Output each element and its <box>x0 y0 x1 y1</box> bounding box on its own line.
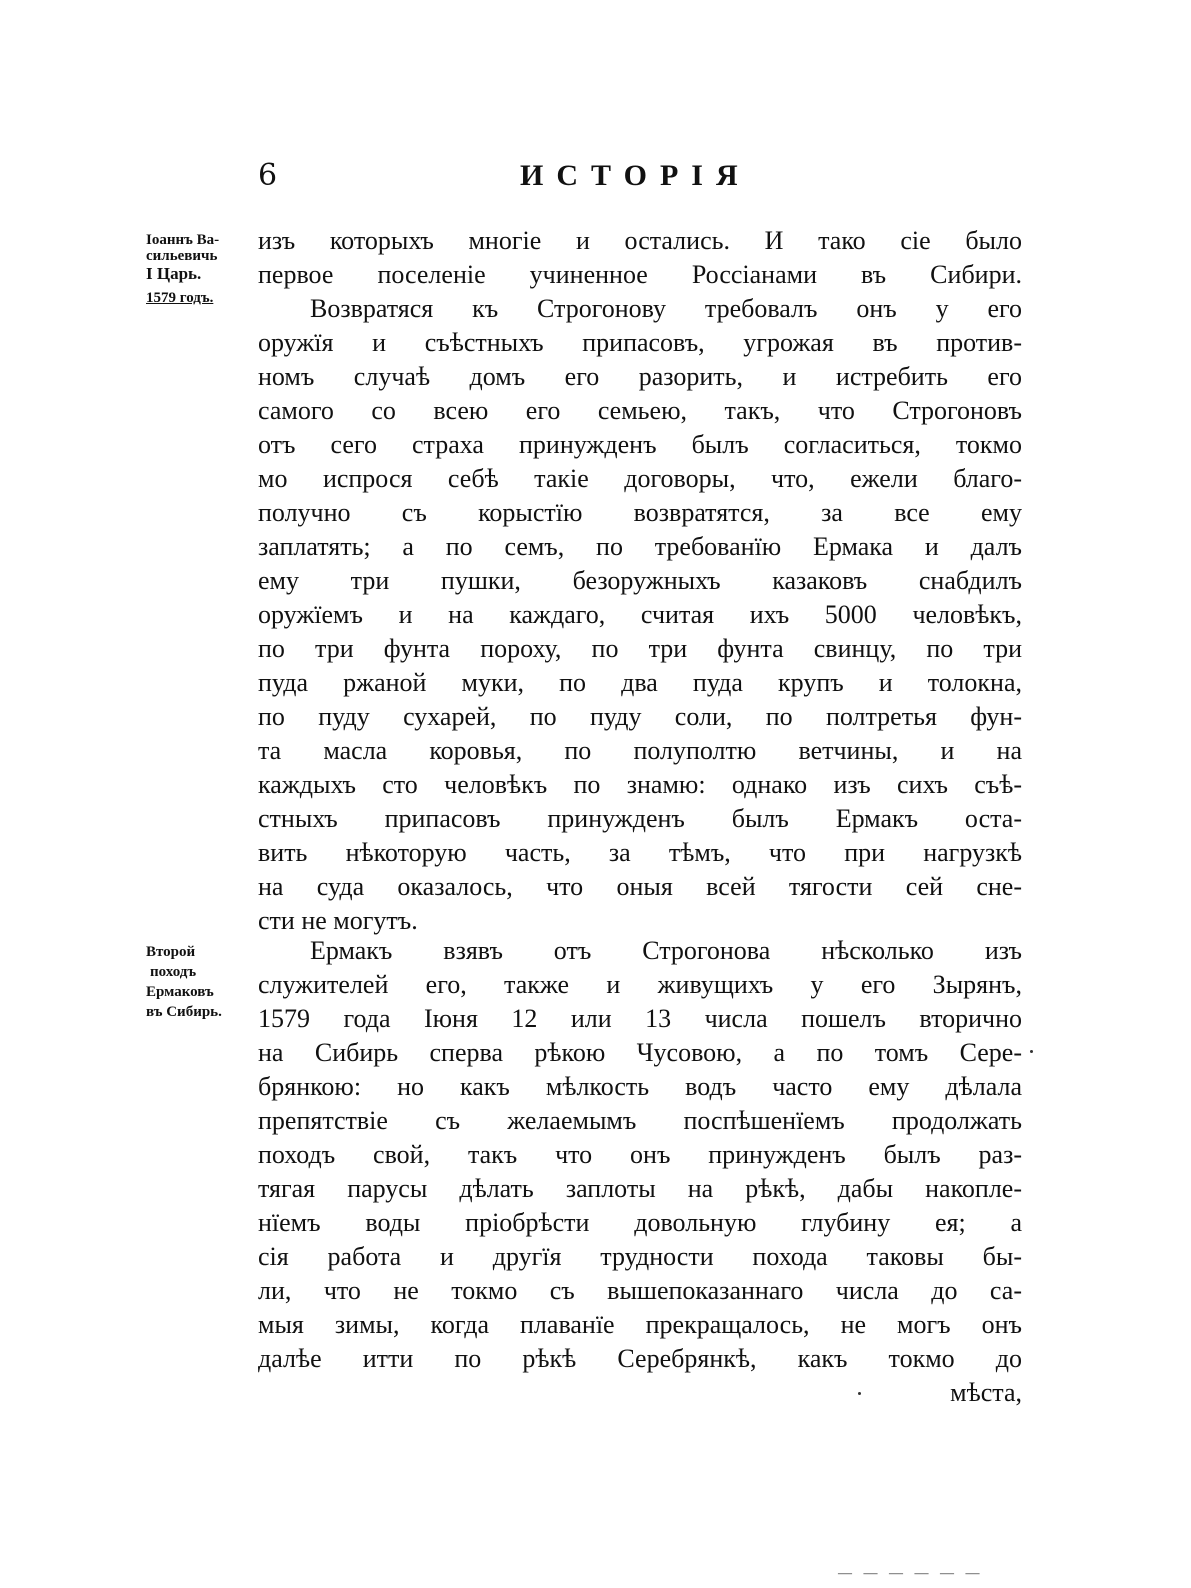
margin-note-line: въ Сибирь. <box>146 1004 222 1020</box>
text-line: заплатять; а по семъ, по требованїю Ермака и далъ <box>258 532 1022 561</box>
text-line: стныхъ припасовъ принужденъ былъ Ермакъ оста- <box>258 804 1022 833</box>
paragraph-3 <box>258 934 1022 1410</box>
text-line: изъ которыхъ многіе и остались. И тако сіе было <box>258 226 1022 255</box>
running-title: ИСТОРІЯ <box>520 159 751 192</box>
text-line: ли, что не токмо съ вышепоказаннаго числа до са- <box>258 1276 1022 1305</box>
text-line: далѣе итти по рѣкѣ Серебрянкѣ, какъ токмо до <box>258 1344 1022 1373</box>
text-line: номъ случаѣ домъ его разорить, и истребить его <box>258 362 1022 391</box>
text-line: Возвратяся къ Строгонову требовалъ онъ у его <box>310 294 1022 323</box>
margin-note-line: I Царь. <box>146 264 202 283</box>
paragraph-2 <box>258 292 1022 938</box>
text-line: походъ свой, такъ что онъ принужденъ былъ раз- <box>258 1140 1022 1169</box>
text-line: отъ сего страха принужденъ былъ согласиться, токмо <box>258 430 1022 459</box>
text-line: ему три пушки, безоружныхъ казаковъ снабдилъ <box>258 566 1022 595</box>
text-line: препятствіе съ желаемымъ поспѣшенїемъ продолжать <box>258 1106 1022 1135</box>
text-line: вить нѣкоторую часть, за тѣмъ, что при нагрузкѣ <box>258 838 1022 867</box>
margin-note-second-campaign <box>146 942 252 1022</box>
text-line: оружїя и съѣстныхъ припасовъ, угрожая въ против- <box>258 328 1022 357</box>
margin-note-line: Ермаковъ <box>146 984 214 1000</box>
text-line: по три фунта пороху, по три фунта свинцу, по три <box>258 634 1022 663</box>
text-line: Ермакъ взявъ отъ Строгонова нѣсколько изъ <box>310 936 1022 965</box>
text-line: оружїемъ и на каждаго, считая ихъ 5000 человѣкъ, <box>258 600 1022 629</box>
paragraph-1 <box>258 224 1022 292</box>
text-line: на Сибирь сперва рѣкою Чусовою, а по томъ Сере- <box>258 1038 1022 1067</box>
text-line: служителей его, также и живущихъ у его Зырянъ, <box>258 970 1022 999</box>
text-line: на суда оказалось, что оныя всей тягости сей сне- <box>258 872 1022 901</box>
footer-residue: — — — — — — <box>838 1566 984 1581</box>
text-line: брянкою: но какъ мѣлкость водъ часто ему дѣлала <box>258 1072 1022 1101</box>
margin-note-line: Іоаннъ Ва- <box>146 232 220 248</box>
text-line: 1579 года Іюня 12 или 13 числа пошелъ вторично <box>258 1004 1022 1033</box>
text-line: самого со всею его семьею, такъ, что Строгоновъ <box>258 396 1022 425</box>
margin-note-line: сильевичь <box>146 248 218 264</box>
text-line: каждыхъ сто человѣкъ по знамю: однако изъ сихъ съѣ- <box>258 770 1022 799</box>
scan-speck <box>858 1392 861 1395</box>
text-line: получно съ корыстїю возвратятся, за все ему <box>258 498 1022 527</box>
text-line: тягая парусы дѣлать заплоты на рѣкѣ, дабы накопле- <box>258 1174 1022 1203</box>
page-number: 6 <box>258 158 278 193</box>
margin-note-line: походъ <box>150 964 197 980</box>
text-line: первое поселеніе учиненное Россіанами въ Сибири. <box>258 260 1022 289</box>
margin-note-line: 1579 годъ. <box>146 290 214 306</box>
text-line: сти не могутъ. <box>258 906 418 935</box>
text-line: сія работа и другїя трудности похода таковы бы- <box>258 1242 1022 1271</box>
text-line: мыя зимы, когда плаванїе прекращалось, не могъ онъ <box>258 1310 1022 1339</box>
text-line: мо испрося себѣ такіе договоры, что, ежели благо- <box>258 464 1022 493</box>
text-line: пуда ржаной муки, по два пуда крупъ и толокна, <box>258 668 1022 697</box>
margin-note-line: Второй <box>146 944 196 960</box>
catchword: мѣста, <box>950 1378 1022 1407</box>
text-line: по пуду сухарей, по пуду соли, по полтретья фун- <box>258 702 1022 731</box>
text-line: та масла коровья, по полуполтю ветчины, и на <box>258 736 1022 765</box>
text-line: нїемъ воды пріобрѣсти довольную глубину ея; а <box>258 1208 1022 1237</box>
scan-speck <box>1030 1050 1033 1053</box>
margin-note-ioann <box>146 232 252 306</box>
